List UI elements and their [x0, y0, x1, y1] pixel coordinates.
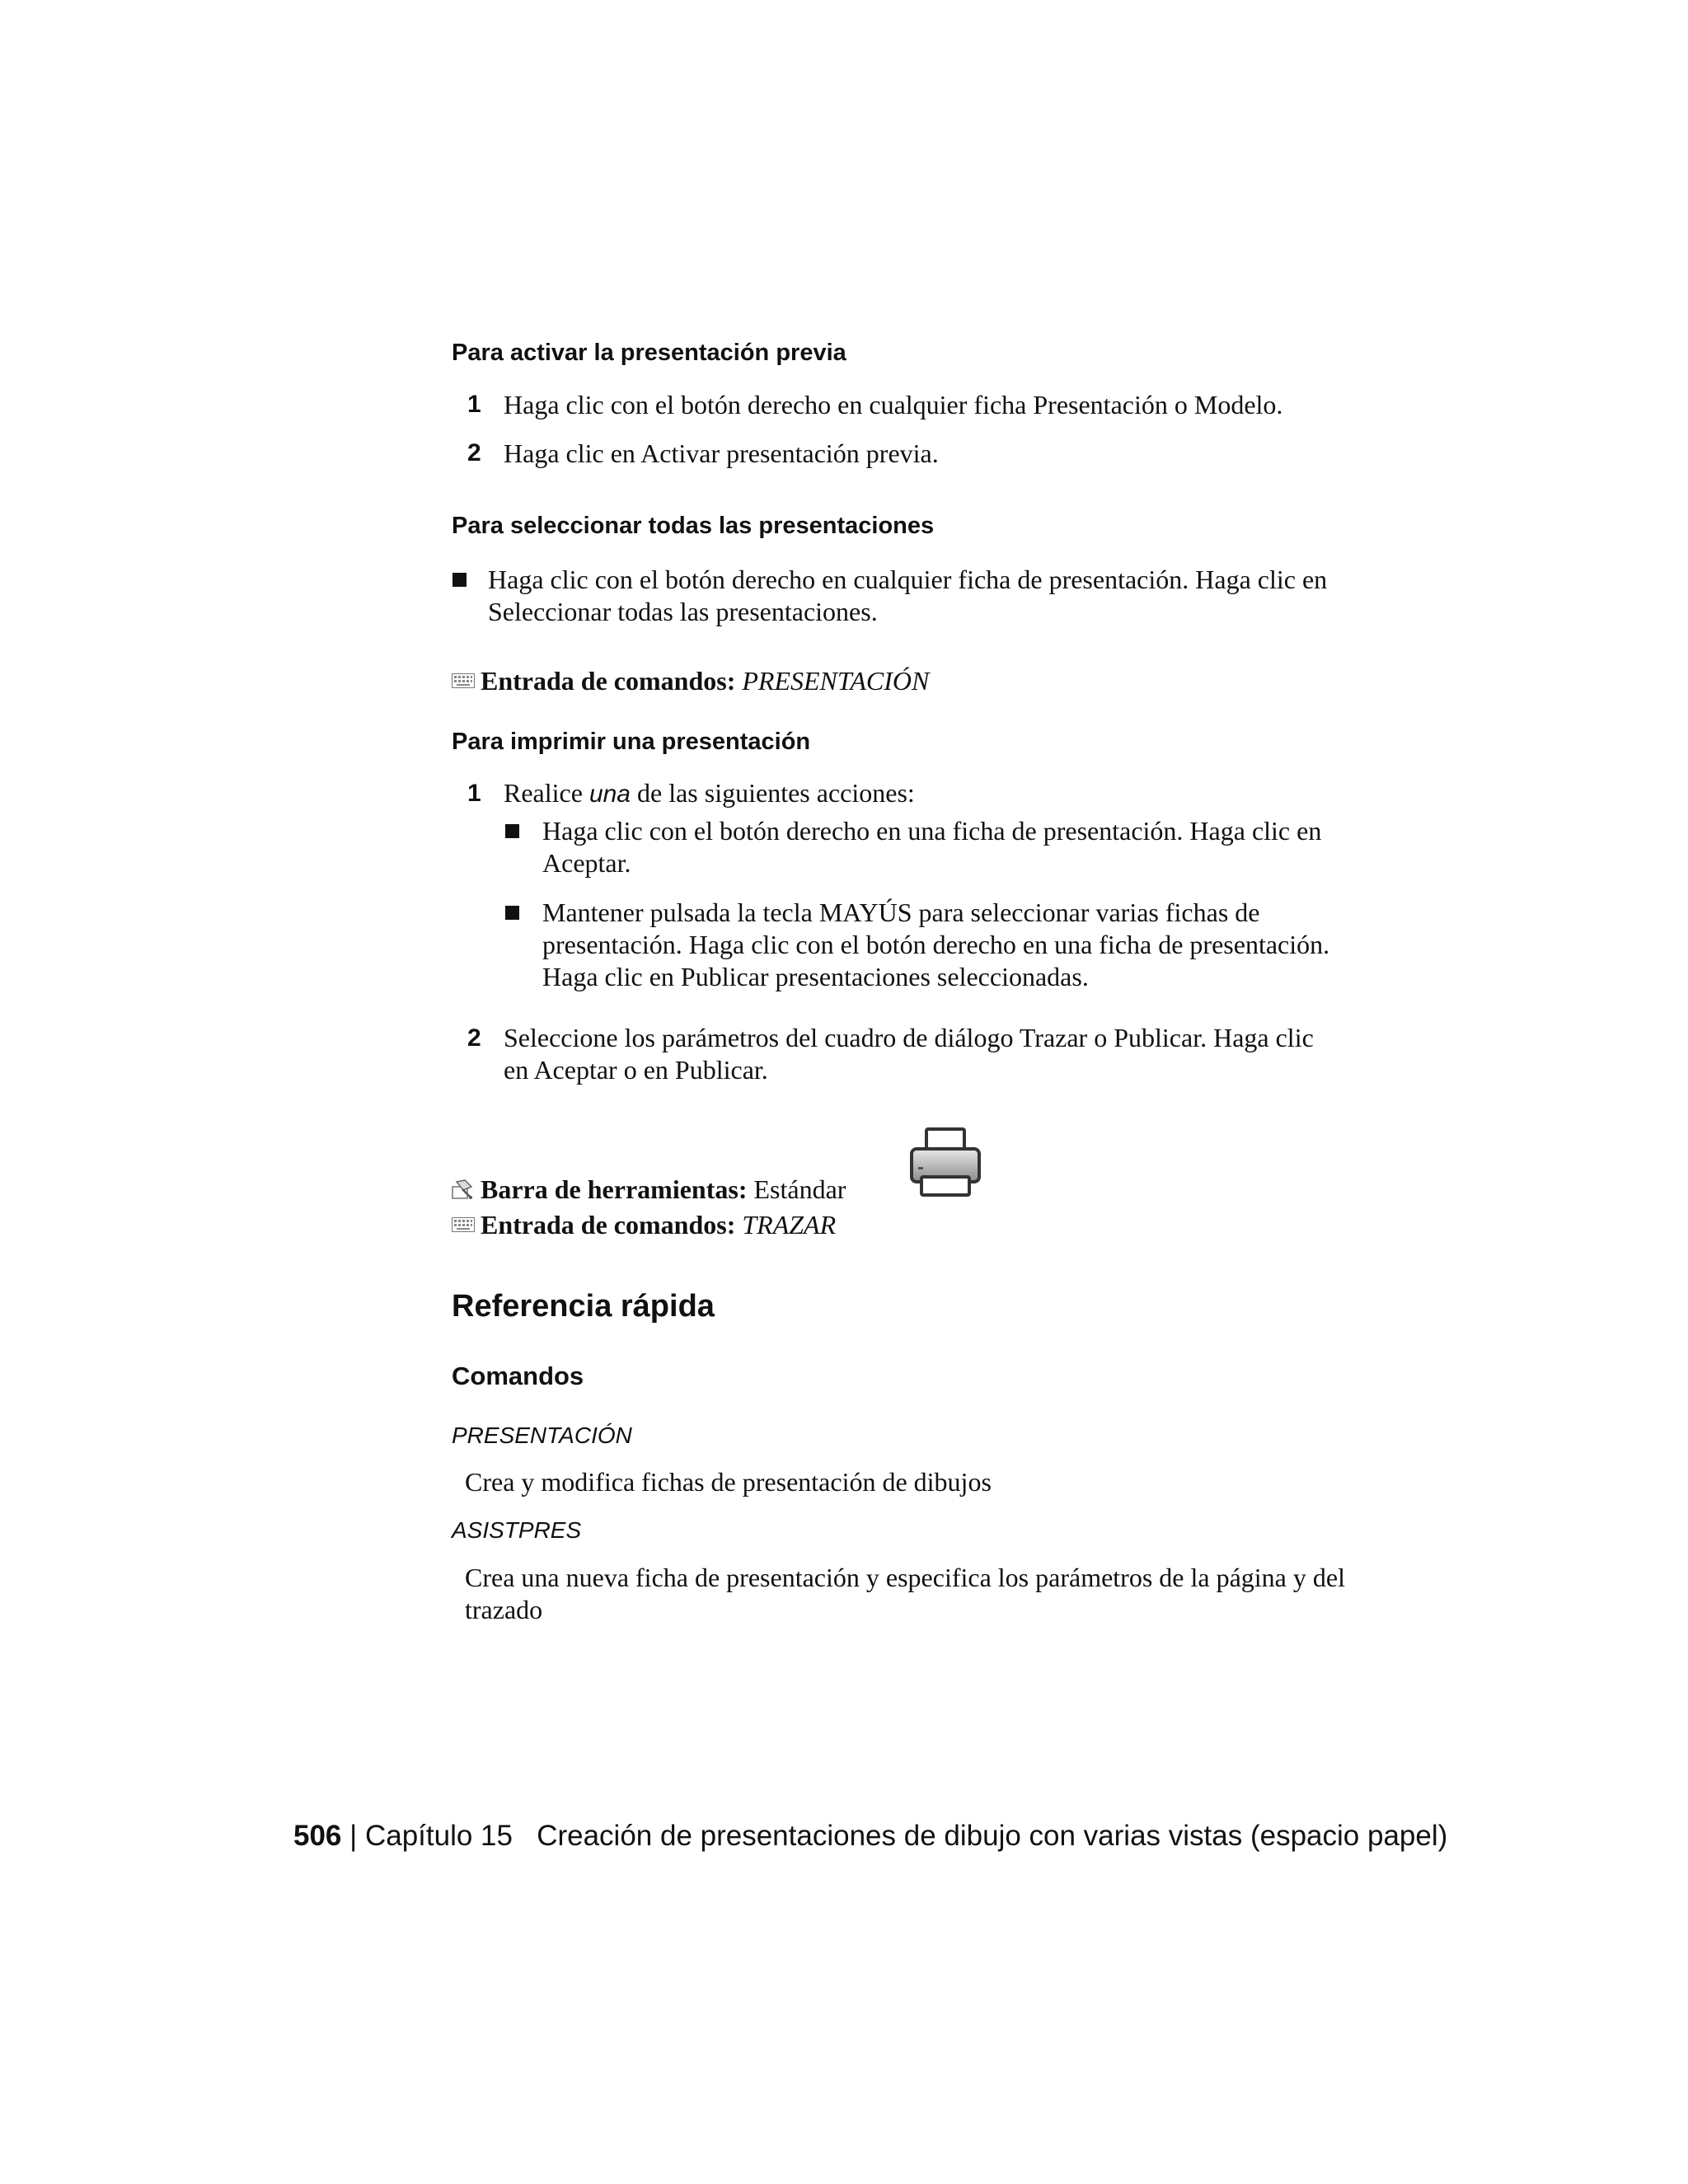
- page-footer: [293, 1820, 1447, 1853]
- procedure-heading-imprimir: Para imprimir una presentación: [452, 729, 811, 755]
- printer-icon: [908, 1126, 982, 1200]
- command-entry-value: TRAZAR: [742, 1210, 837, 1240]
- section-title: Referencia rápida: [452, 1289, 715, 1324]
- command-name: PRESENTACIÓN: [452, 1422, 632, 1448]
- procedure-heading-seleccionar: Para seleccionar todas las presentaciones: [452, 513, 935, 539]
- toolbar-line: [452, 1174, 846, 1205]
- command-entry-label: Entrada de comandos:: [481, 666, 736, 696]
- command-name: ASISTPRES: [452, 1517, 582, 1543]
- step-text-pre: Realice: [504, 778, 589, 808]
- keyboard-icon: [452, 664, 475, 679]
- step-number: 1: [467, 391, 481, 418]
- command-description: Crea una nueva ficha de presentación y especifica los parámetros de la página y del trazado: [465, 1563, 1345, 1624]
- toolbar-icon: [452, 1176, 475, 1197]
- toolbar-label: Barra de herramientas:: [481, 1174, 748, 1204]
- step-text: Haga clic con el botón derecho en cualquier ficha Presentación o Modelo.: [504, 390, 1283, 419]
- page-number: 506: [293, 1820, 342, 1852]
- step-text-post: de las siguientes acciones:: [631, 778, 915, 808]
- command-description: Crea y modifica fichas de presentación de dibujos: [465, 1467, 992, 1497]
- toolbar-value: Estándar: [753, 1174, 846, 1204]
- bullet-square: [505, 824, 519, 838]
- procedure-heading-activar: Para activar la presentación previa: [452, 340, 846, 366]
- command-entry-value: PRESENTACIÓN: [742, 666, 930, 696]
- step-text: [504, 777, 915, 810]
- keyboard-icon: [452, 1208, 475, 1223]
- step-text: Seleccione los parámetros del cuadro de diálogo Trazar o Publicar. Haga clic en Aceptar o en Publicar.: [504, 1023, 1314, 1085]
- command-entry-line: [452, 1208, 836, 1240]
- step-number: 2: [467, 439, 481, 466]
- bullet-square: [505, 906, 519, 920]
- bullet-text: Haga clic con el botón derecho en una ficha de presentación. Haga clic en Aceptar.: [542, 816, 1322, 878]
- bullet-text: Haga clic con el botón derecho en cualquier ficha de presentación. Haga clic en Seleccionar todas las presentaciones.: [488, 565, 1328, 626]
- chapter-label: Capítulo 15: [364, 1820, 513, 1852]
- command-entry-label: Entrada de comandos:: [481, 1210, 736, 1240]
- step-text-emphasis: una: [588, 780, 631, 808]
- chapter-title: Creación de presentaciones de dibujo con varias vistas (espacio papel): [537, 1820, 1448, 1852]
- bullet-square: [452, 573, 467, 587]
- bullet-text: Mantener pulsada la tecla MAYÚS para seleccionar varias fichas de presentación. Haga clic con el botón derecho en una ficha de presentación. Haga clic en Publicar presentaciones seleccionadas.: [542, 898, 1330, 991]
- footer-separator: |: [349, 1820, 358, 1852]
- step-number: 1: [467, 780, 481, 807]
- step-number: 2: [467, 1024, 481, 1052]
- subsection-title: Comandos: [452, 1361, 584, 1390]
- step-text: Haga clic en Activar presentación previa.: [504, 438, 939, 468]
- command-entry-line: [452, 664, 929, 696]
